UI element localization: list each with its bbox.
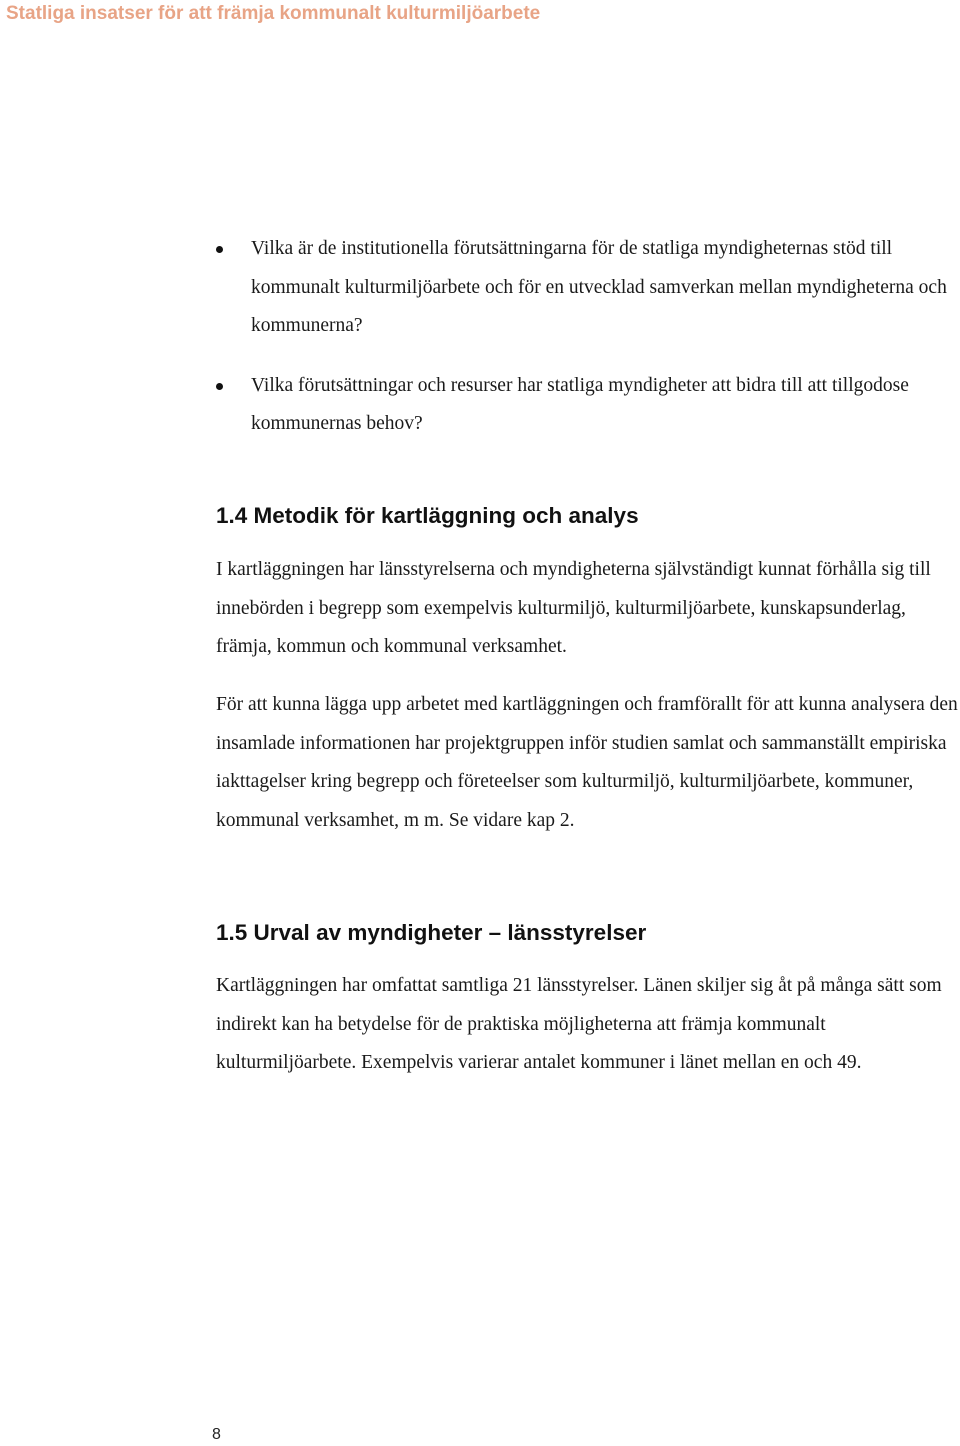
bullet-icon — [216, 383, 223, 390]
page-number: 8 — [212, 1426, 221, 1443]
list-item-text: Vilka är de institutionella förutsättningarna för de statliga myndigheternas stöd till kommunalt kulturmiljöarbete och för en utvecklad samverkan mellan myndigheterna och kommunerna? — [251, 238, 947, 336]
paragraph: Kartläggningen har omfattat samtliga 21 länsstyrelser. Länen skiljer sig åt på många sätt som indirekt kan ha betydelse för de praktiska möjligheterna att främja kommunalt kulturmiljöarbete. Exempelvis varierar antalet kommuner i länet mellan en och 49. — [216, 975, 942, 1073]
question-list — [212, 230, 952, 465]
paragraph: För att kunna lägga upp arbetet med kartläggningen och framförallt för att kunna analysera den insamlade informationen har projektgruppen inför studien samlat och sammanställt empiriska iakttagelser kring begrepp och företeelser som kulturmiljö, kulturmiljöarbete, kommuner, kommunal verksamhet, m m. Se vidare kap 2. — [216, 694, 958, 831]
running-header: Statliga insatser för att främja kommunalt kulturmiljöarbete — [6, 3, 541, 24]
section-heading-1-5: 1.5 Urval av myndigheter – länsstyrelser — [216, 920, 647, 945]
list-item-text: Vilka förutsättningar och resurser har statliga myndigheter att bidra till att tillgodose kommunernas behov? — [251, 374, 909, 434]
paragraph: I kartläggningen har länsstyrelserna och myndigheterna självständigt kunnat förhålla sig till innebörden i begrepp som exempelvis kulturmiljö, kulturmiljöarbete, kunskapsunderlag, främja, kommun och kommunal verksamhet. — [216, 559, 931, 657]
section-heading-1-4: 1.4 Metodik för kartläggning och analys — [216, 503, 639, 528]
list-item — [212, 367, 952, 444]
list-item — [212, 230, 952, 346]
bullet-icon — [216, 246, 223, 253]
